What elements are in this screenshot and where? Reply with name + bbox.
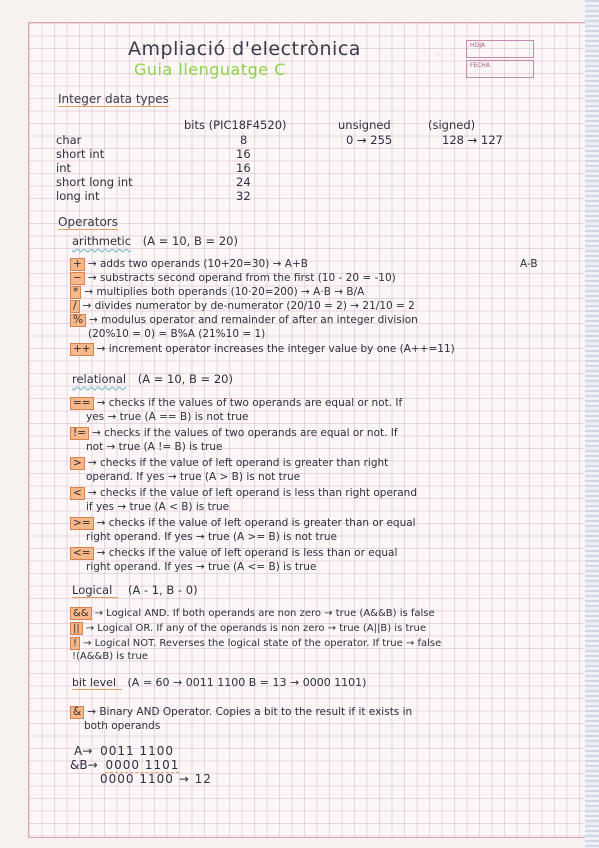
operator-description: right operand. If yes → true (A <= B) is true: [86, 561, 317, 573]
relational-line: [86, 471, 300, 483]
logical-conditions: (A - 1, B - 0): [127, 583, 198, 597]
type-name: short long int: [56, 175, 133, 189]
relational-line: [70, 427, 398, 440]
arithmetic-line: [70, 300, 415, 313]
logical-line: [72, 651, 148, 662]
type-signed: 128 → 127: [442, 133, 503, 147]
header-box-fecha: [466, 60, 534, 78]
operator-description: → checks if the value of left operand is less than or equal: [96, 547, 398, 559]
logical-line: [70, 607, 435, 620]
type-bits: 32: [236, 189, 251, 203]
logical-line: [70, 622, 426, 635]
type-bits: 8: [240, 133, 248, 147]
col-header-unsigned: unsigned: [338, 118, 391, 132]
bitlevel-line: [84, 720, 160, 732]
operator-symbol: *: [70, 286, 81, 299]
type-bits: 16: [236, 147, 251, 161]
operator-symbol: ||: [70, 622, 83, 635]
example-a-value: 0011 1100: [100, 744, 174, 758]
relational-line: [70, 517, 416, 530]
operator-description: → Binary AND Operator. Copies a bit to the result if it exists in: [87, 706, 413, 718]
bitlevel-conditions: (A = 60 → 0011 1100 B = 13 → 0000 1101): [127, 676, 367, 689]
relational-line: [70, 547, 397, 560]
operator-symbol: −: [70, 272, 85, 285]
type-bits: 16: [236, 161, 251, 175]
arithmetic-line: [70, 258, 538, 271]
operator-symbol: >=: [70, 517, 94, 530]
example-b-label: &B→: [70, 758, 98, 772]
operator-symbol: +: [70, 258, 85, 271]
operator-description: → Logical OR. If any of the operands is non zero → true (A||B) is true: [85, 623, 426, 634]
operator-description: yes → true (A == B) is not true: [86, 411, 249, 423]
page-subtitle: Guia llenguatge C: [134, 60, 286, 79]
bitlevel-line: [70, 706, 412, 719]
operator-symbol: >: [70, 457, 85, 470]
type-unsigned: 0 → 255: [346, 133, 393, 147]
hoja-label: HOJA: [470, 42, 486, 49]
arithmetic-line: [88, 328, 265, 340]
example-a-row: [74, 744, 174, 758]
arithmetic-heading: arithmetic: [72, 234, 132, 248]
operator-description: → Logical AND. If both operands are non zero → true (A&&B) is false: [94, 608, 435, 619]
integer-types-heading: Integer data types: [58, 92, 169, 106]
operator-symbol: !: [70, 637, 80, 650]
operator-symbol: &: [70, 706, 84, 719]
relational-line: [86, 411, 249, 423]
arithmetic-conditions: (A = 10, B = 20): [142, 234, 238, 248]
operator-symbol: ++: [70, 343, 94, 356]
operator-description: → checks if the values of two operands are equal or not. If: [96, 397, 403, 409]
relational-heading-row: [72, 372, 233, 386]
operator-description: → checks if the value of left operand is less than right operand: [87, 487, 418, 499]
arithmetic-line: [70, 272, 396, 285]
operator-symbol: !=: [70, 427, 89, 440]
operator-description: (20%10 = 0) = B%A (21%10 = 1): [88, 328, 266, 340]
logical-heading-row: [72, 583, 198, 597]
relational-heading: relational: [72, 372, 127, 386]
page-edge-binding: [585, 0, 599, 848]
operator-description: → Logical NOT. Reverses the logical state of the operator. If true → false: [83, 638, 442, 649]
relational-line: [86, 561, 316, 573]
operator-description: → checks if the value of left operand is greater than or equal: [96, 517, 416, 529]
type-name: long int: [56, 189, 100, 203]
page-title: Ampliació d'electrònica: [128, 38, 361, 60]
operator-description: → increment operator increases the integer value by one (A++=11): [96, 343, 455, 355]
example-b-value: 0000 1101: [105, 758, 180, 772]
bitlevel-heading: bit level: [72, 676, 122, 690]
type-bits: 24: [236, 175, 251, 189]
fecha-label: FECHA: [470, 62, 491, 69]
operator-description: → adds two operands (10+20=30) → A+B: [87, 258, 308, 270]
header-box-hoja: [466, 40, 534, 58]
operator-description: not → true (A != B) is true: [86, 441, 223, 453]
bitlevel-heading-row: [72, 676, 366, 689]
arithmetic-line: [70, 286, 364, 299]
operator-description: → multiplies both operands (10·20=200) → A·B → B/A: [84, 286, 365, 298]
example-result: 0000 1100 → 12: [100, 772, 212, 786]
operator-symbol: %: [70, 314, 86, 327]
operator-symbol: <: [70, 487, 85, 500]
operator-description: → divides numerator by de-numerator (20/10 = 2) → 21/10 = 2: [82, 300, 415, 312]
arithmetic-heading-row: [72, 234, 238, 248]
type-name: short int: [56, 147, 105, 161]
bleed-through: ◦ ◦ ◦ ◦: [420, 48, 471, 62]
col-header-signed: (signed): [428, 118, 476, 132]
arithmetic-line: [70, 314, 418, 327]
relational-line: [86, 501, 229, 513]
relational-line: [70, 457, 388, 470]
arithmetic-line: [70, 343, 455, 356]
relational-line: [70, 397, 402, 410]
logical-heading: Logical: [72, 583, 118, 598]
relational-line: [86, 531, 337, 543]
col-header-bits: bits (PIC18F4520): [184, 118, 287, 132]
relational-conditions: (A = 10, B = 20): [137, 372, 233, 386]
example-b-row: [70, 758, 179, 772]
operator-description: → substracts second operand from the first (10 - 20 = -10): [87, 272, 396, 284]
operator-description: if yes → true (A < B) is true: [86, 501, 230, 513]
operator-note: A-B: [520, 258, 538, 270]
operator-description: → checks if the value of left operand is greater than right: [87, 457, 389, 469]
operator-description: → checks if the values of two operands are equal or not. If: [92, 427, 398, 439]
operator-description: → modulus operator and remainder of after an integer division: [88, 314, 418, 326]
operator-symbol: ==: [70, 397, 94, 410]
operator-description: operand. If yes → true (A > B) is not true: [86, 471, 301, 483]
type-name: char: [56, 133, 82, 147]
type-name: int: [56, 161, 71, 175]
relational-line: [70, 487, 417, 500]
operator-description: right operand. If yes → true (A >= B) is not true: [86, 531, 337, 543]
operator-symbol: <=: [70, 547, 94, 560]
operator-description: !(A&&B) is true: [72, 651, 148, 662]
example-a-label: A→: [74, 744, 93, 758]
operators-heading: Operators: [58, 215, 118, 229]
logical-line: [70, 637, 441, 650]
operator-description: both operands: [84, 720, 161, 732]
operator-symbol: /: [70, 300, 80, 313]
operator-symbol: &&: [70, 607, 92, 620]
relational-line: [86, 441, 222, 453]
